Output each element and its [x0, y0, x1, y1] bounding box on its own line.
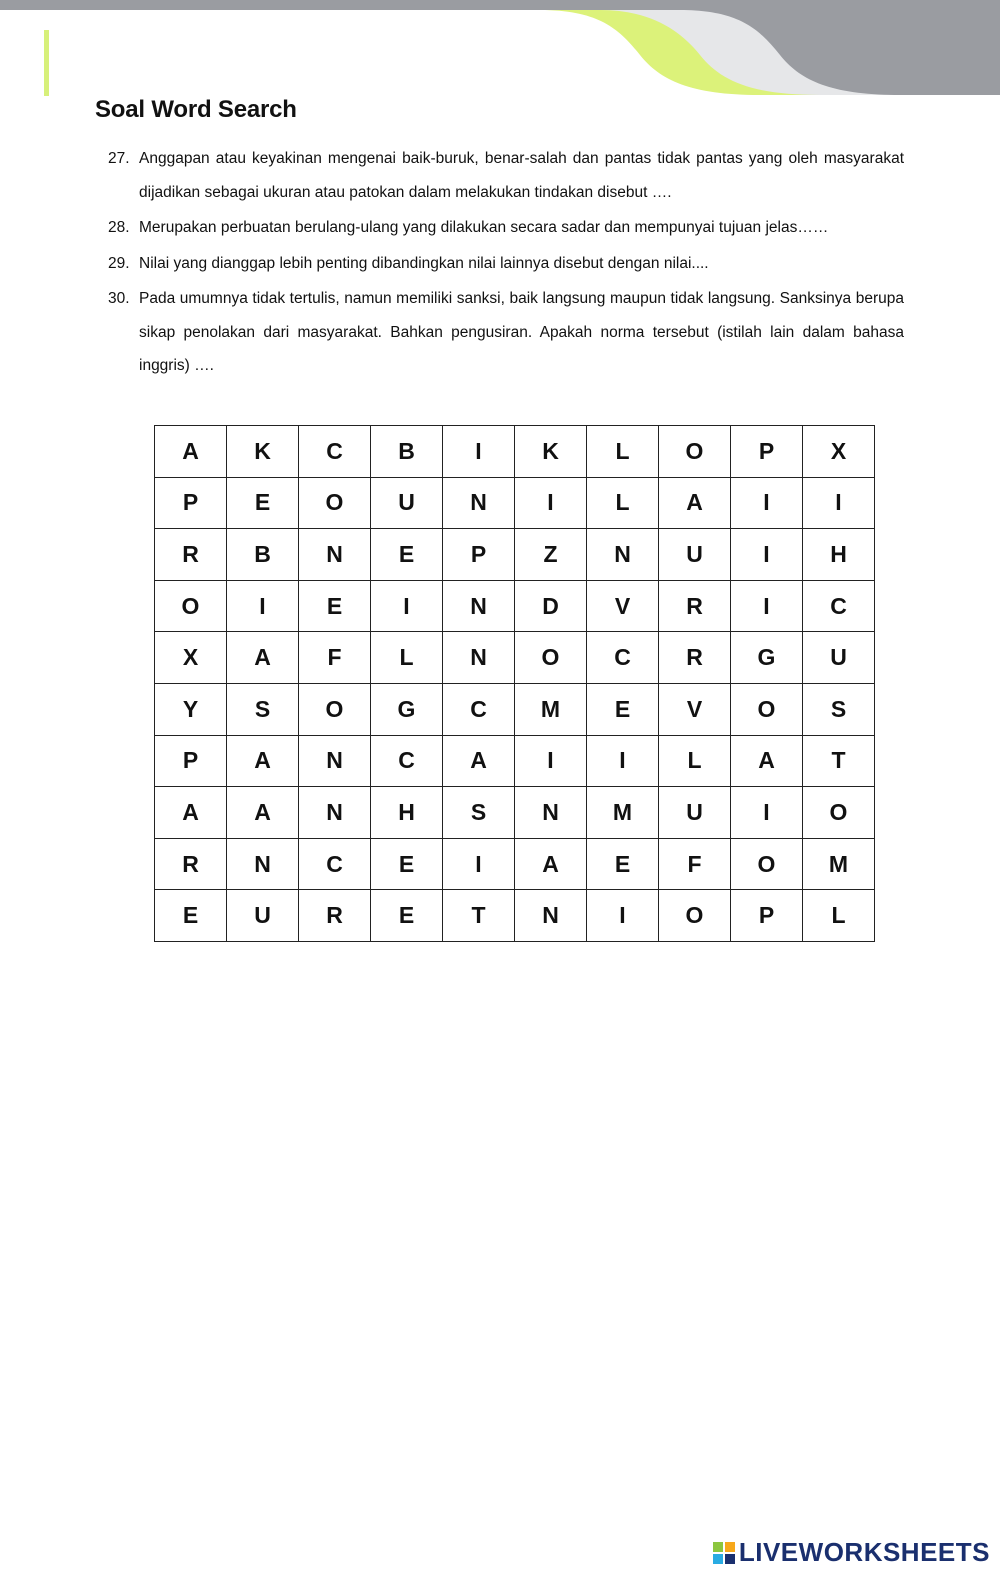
grid-cell[interactable]: E: [155, 890, 227, 942]
grid-cell[interactable]: I: [803, 477, 875, 529]
grid-cell[interactable]: O: [731, 838, 803, 890]
grid-cell[interactable]: I: [731, 477, 803, 529]
grid-cell[interactable]: A: [515, 838, 587, 890]
question-list: [108, 142, 904, 385]
grid-cell[interactable]: P: [443, 529, 515, 581]
grid-cell[interactable]: O: [515, 632, 587, 684]
grid-cell[interactable]: U: [659, 529, 731, 581]
grid-cell[interactable]: C: [443, 683, 515, 735]
grid-row: [155, 683, 875, 735]
question-item: [108, 211, 904, 245]
grid-cell[interactable]: C: [299, 426, 371, 478]
grid-cell[interactable]: I: [731, 580, 803, 632]
grid-cell[interactable]: C: [371, 735, 443, 787]
question-number: 30.: [108, 290, 130, 307]
grid-cell[interactable]: B: [371, 426, 443, 478]
grid-cell[interactable]: N: [299, 735, 371, 787]
grid-cell[interactable]: O: [803, 787, 875, 839]
question-text: Nilai yang dianggap lebih penting dibandingkan nilai lainnya disebut dengan nilai....: [139, 254, 709, 272]
grid-cell[interactable]: T: [443, 890, 515, 942]
grid-cell[interactable]: A: [155, 426, 227, 478]
grid-cell[interactable]: A: [227, 632, 299, 684]
grid-cell[interactable]: O: [731, 683, 803, 735]
grid-cell[interactable]: B: [227, 529, 299, 581]
grid-cell[interactable]: E: [587, 683, 659, 735]
grid-cell[interactable]: O: [299, 477, 371, 529]
grid-cell[interactable]: S: [803, 683, 875, 735]
grid-cell[interactable]: U: [371, 477, 443, 529]
grid-cell[interactable]: V: [587, 580, 659, 632]
grid-cell[interactable]: C: [803, 580, 875, 632]
grid-cell[interactable]: E: [587, 838, 659, 890]
brand-footer: [713, 1537, 990, 1568]
grid-cell[interactable]: R: [659, 632, 731, 684]
accent-bar: [44, 30, 49, 96]
question-number: 28.: [108, 219, 130, 236]
grid-cell[interactable]: I: [731, 787, 803, 839]
grid-cell[interactable]: E: [371, 529, 443, 581]
grid-cell[interactable]: R: [155, 529, 227, 581]
grid-cell[interactable]: D: [515, 580, 587, 632]
grid-cell[interactable]: P: [731, 426, 803, 478]
grid-cell[interactable]: A: [659, 477, 731, 529]
grid-cell[interactable]: A: [443, 735, 515, 787]
grid-cell[interactable]: I: [443, 426, 515, 478]
question-text: Anggapan atau keyakinan mengenai baik-buruk, benar-salah dan pantas tidak pantas yang oleh masyarakat dijadikan sebagai ukuran atau patokan dalam melakukan tindakan disebut ….: [139, 150, 904, 201]
grid-cell[interactable]: A: [227, 735, 299, 787]
grid-cell[interactable]: L: [587, 477, 659, 529]
grid-cell[interactable]: K: [227, 426, 299, 478]
grid-cell[interactable]: I: [371, 580, 443, 632]
grid-cell[interactable]: R: [659, 580, 731, 632]
grid-cell[interactable]: M: [587, 787, 659, 839]
grid-cell[interactable]: X: [803, 426, 875, 478]
header-decoration: [0, 0, 1000, 100]
grid-cell[interactable]: A: [155, 787, 227, 839]
grid-cell[interactable]: I: [587, 735, 659, 787]
question-item: [108, 282, 904, 383]
grid-cell[interactable]: O: [299, 683, 371, 735]
grid-cell[interactable]: M: [515, 683, 587, 735]
grid-cell[interactable]: N: [443, 632, 515, 684]
grid-cell[interactable]: S: [443, 787, 515, 839]
grid-cell[interactable]: I: [227, 580, 299, 632]
grid-row: [155, 426, 875, 478]
grid-cell[interactable]: P: [731, 890, 803, 942]
grid-cell[interactable]: T: [803, 735, 875, 787]
grid-cell[interactable]: C: [587, 632, 659, 684]
grid-cell[interactable]: L: [803, 890, 875, 942]
question-item: [108, 142, 904, 209]
grid-cell[interactable]: S: [227, 683, 299, 735]
grid-cell[interactable]: L: [587, 426, 659, 478]
grid-cell[interactable]: R: [155, 838, 227, 890]
grid-cell[interactable]: L: [659, 735, 731, 787]
grid-cell[interactable]: I: [515, 735, 587, 787]
grid-cell[interactable]: G: [371, 683, 443, 735]
grid-cell[interactable]: I: [443, 838, 515, 890]
grid-cell[interactable]: M: [803, 838, 875, 890]
liveworksheets-logo-icon: [713, 1542, 735, 1564]
grid-cell[interactable]: N: [443, 477, 515, 529]
grid-cell[interactable]: L: [371, 632, 443, 684]
grid-cell[interactable]: C: [299, 838, 371, 890]
grid-cell[interactable]: Y: [155, 683, 227, 735]
grid-cell[interactable]: P: [155, 477, 227, 529]
grid-row: [155, 632, 875, 684]
grid-cell[interactable]: U: [227, 890, 299, 942]
grid-cell[interactable]: A: [731, 735, 803, 787]
grid-cell[interactable]: P: [155, 735, 227, 787]
question-number: 27.: [108, 150, 130, 167]
grid-cell[interactable]: N: [515, 890, 587, 942]
grid-cell[interactable]: F: [299, 632, 371, 684]
grid-cell[interactable]: Z: [515, 529, 587, 581]
grid-cell[interactable]: H: [371, 787, 443, 839]
grid-cell[interactable]: I: [515, 477, 587, 529]
grid-row: [155, 787, 875, 839]
grid-cell[interactable]: K: [515, 426, 587, 478]
grid-cell[interactable]: E: [227, 477, 299, 529]
grid-cell[interactable]: H: [803, 529, 875, 581]
grid-cell[interactable]: I: [731, 529, 803, 581]
question-item: [108, 247, 904, 281]
grid-row: [155, 735, 875, 787]
grid-cell[interactable]: N: [515, 787, 587, 839]
grid-cell[interactable]: O: [659, 890, 731, 942]
grid-cell[interactable]: A: [227, 787, 299, 839]
grid-row: [155, 580, 875, 632]
grid-cell[interactable]: N: [299, 787, 371, 839]
grid-cell[interactable]: O: [659, 426, 731, 478]
question-text: Merupakan perbuatan berulang-ulang yang dilakukan secara sadar dan mempunyai tujuan jelas……: [139, 219, 829, 236]
grid-row: [155, 477, 875, 529]
grid-row: [155, 529, 875, 581]
grid-cell[interactable]: N: [227, 838, 299, 890]
grid-cell[interactable]: U: [659, 787, 731, 839]
grid-cell[interactable]: R: [299, 890, 371, 942]
grid-cell[interactable]: E: [299, 580, 371, 632]
grid-cell[interactable]: X: [155, 632, 227, 684]
grid-cell[interactable]: O: [155, 580, 227, 632]
word-search-grid: [154, 425, 875, 942]
grid-cell[interactable]: N: [587, 529, 659, 581]
grid-cell[interactable]: E: [371, 838, 443, 890]
page-title: Soal Word Search: [95, 96, 297, 123]
question-number: 29.: [108, 254, 130, 272]
grid-row: [155, 838, 875, 890]
grid-cell[interactable]: I: [587, 890, 659, 942]
grid-cell[interactable]: F: [659, 838, 731, 890]
grid-cell[interactable]: V: [659, 683, 731, 735]
question-text: Pada umumnya tidak tertulis, namun memiliki sanksi, baik langsung maupun tidak langsung. Sanksinya berupa sikap penolakan dari masyarakat. Bahkan pengusiran. Apakah norma tersebut (istilah lain dalam bahasa inggris) ….: [139, 290, 904, 374]
grid-cell[interactable]: U: [803, 632, 875, 684]
grid-cell[interactable]: N: [299, 529, 371, 581]
grid-cell[interactable]: N: [443, 580, 515, 632]
brand-name: LIVEWORKSHEETS: [738, 1537, 990, 1567]
grid-row: [155, 890, 875, 942]
grid-cell[interactable]: G: [731, 632, 803, 684]
grid-cell[interactable]: E: [371, 890, 443, 942]
